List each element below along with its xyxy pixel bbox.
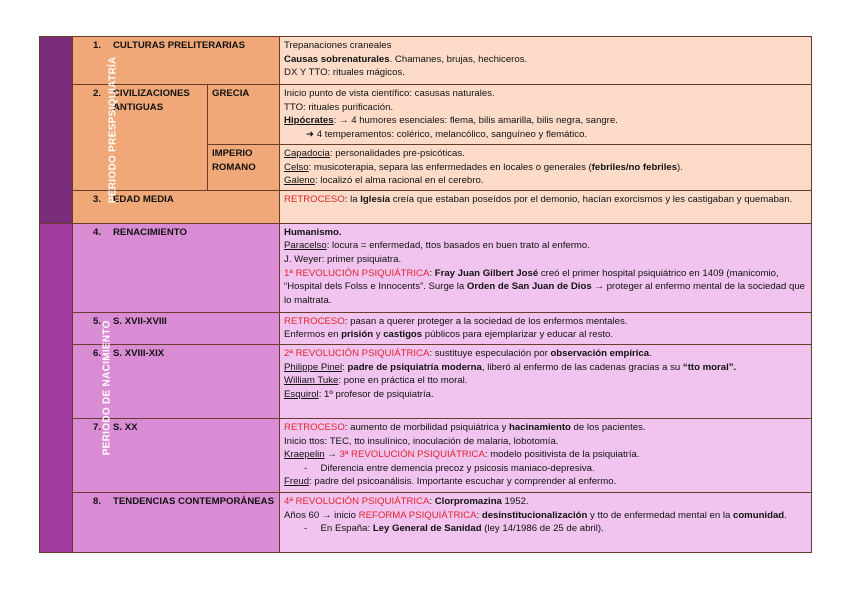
- table-row: [40, 312, 812, 344]
- table-row: [40, 85, 812, 145]
- row-title-tendencias: 8. TENDENCIAS CONTEMPORÁNEAS: [73, 492, 280, 552]
- history-table: [39, 36, 812, 553]
- row-text-grecia: Inicio punto de vista científico: casusas naturales. TTO: rituales purificación. Hipócrates: → 4 humores esenciales: flema, bilis amarilla, bilis negra, sangre. ➜ 4 temperamentos: colérico, melancólico, sanguíneo y flemático.: [280, 85, 812, 145]
- table-row: [40, 37, 812, 85]
- row-title-xx: 7. S. XX: [73, 418, 280, 492]
- row-text-edad-media: RETROCESO: la Iglesia creía que estaban poseídos por el demonio, hacían exorcismos y les castigaban y quemaban.: [280, 190, 812, 223]
- row-text-culturas: Trepanaciones craneales Causas sobrenaturales. Chamanes, brujas, hechiceros. DX Y TTO: rituales mágicos.: [280, 37, 812, 85]
- row-title-culturas: 1. CULTURAS PRELITERARIAS: [73, 37, 280, 85]
- row-title-edad-media: 3. EDAD MEDIA: [73, 190, 280, 223]
- row-title-xviii-xix: 6. S. XVIII-XIX: [73, 344, 280, 418]
- row-text-xviii-xix: 2ª REVOLUCIÓN PSIQUIÁTRICA: sustituye especulación por observación empírica. Philippe Pinel: padre de psiquiatría moderna, liberó al enfermo de las cadenas gracias a su “tto moral”. William Tuke: pone en práctica el tto moral. Esquirol: 1º profesor de psiquiatría.: [280, 344, 812, 418]
- row-text-imperio-romano: Capadocia: personalidades pre-psicóticas. Celso: musicoterapia, separa las enfermedades en locales o generales (febriles/no febriles). Galeno: localizó el alma racional en el cerebro.: [280, 145, 812, 191]
- table-row: [40, 344, 812, 418]
- sub-title-grecia: GRECIA: [208, 85, 280, 145]
- row-title-xvii-xviii: 5. S. XVII-XVIII: [73, 312, 280, 344]
- period-prepsiquiatria: PERIODO PRESPSIQUIATRÍA: [40, 37, 73, 224]
- row-text-xvii-xviii: RETROCESO: pasan a querer proteger a la sociedad de los enfermos mentales. Enfermos en prisión y castigos públicos para ejemplarizar y educar al resto.: [280, 312, 812, 344]
- row-text-tendencias: 4ª REVOLUCIÓN PSIQUIÁTRICA: Clorpromazina 1952. Años 60 → inicio REFORMA PSIQUIÁTRICA: desinstitucionalización y tto de enfermedad mental en la comunidad. - En España: Ley General de Sanidad (ley 14/1986 de 25 de abril).: [280, 492, 812, 552]
- row-title-civilizaciones: 2. CIVILIZACIONES ANTIGUAS: [73, 85, 208, 191]
- row-text-xx: RETROCESO: aumento de morbilidad psiquiátrica y hacinamiento de los pacientes. Inicio ttos: TEC, tto insulínico, inoculación de malaria, lobotomía. Kraepelin → 3ª REVOLUCIÓN PSIQUIÁTRICA: modelo positivista de la psiquiatría. - Diferencia entre demencia precoz y psicosis maniaco-depresiva. Freud: padre del psicoanálisis. Importante escuchar y comprender al enfermo.: [280, 418, 812, 492]
- table-row: [40, 418, 812, 492]
- table-row: [40, 223, 812, 312]
- row-title-renacimiento: 4. RENACIMIENTO: [73, 223, 280, 312]
- table-row: [40, 190, 812, 223]
- table-row: [40, 492, 812, 552]
- period-nacimiento: PERIODO DE NACIMIENTO: [40, 223, 73, 552]
- sub-title-imperio-romano: IMPERIO ROMANO: [208, 145, 280, 191]
- row-text-renacimiento: Humanismo. Paracelso: locura = enfermedad, ttos basados en buen trato al enfermo. J. Weyer: primer psiquiatra. 1ª REVOLUCIÓN PSIQUIÁTRICA: Fray Juan Gilbert José creó el primer hospital psiquiátrico en 1409 (manicomio, “Hospital dels Folss e Innocents”. Surge la Orden de San Juan de Dios → proteger al enfermo mental de la sociedad que lo maltrata.: [280, 223, 812, 312]
